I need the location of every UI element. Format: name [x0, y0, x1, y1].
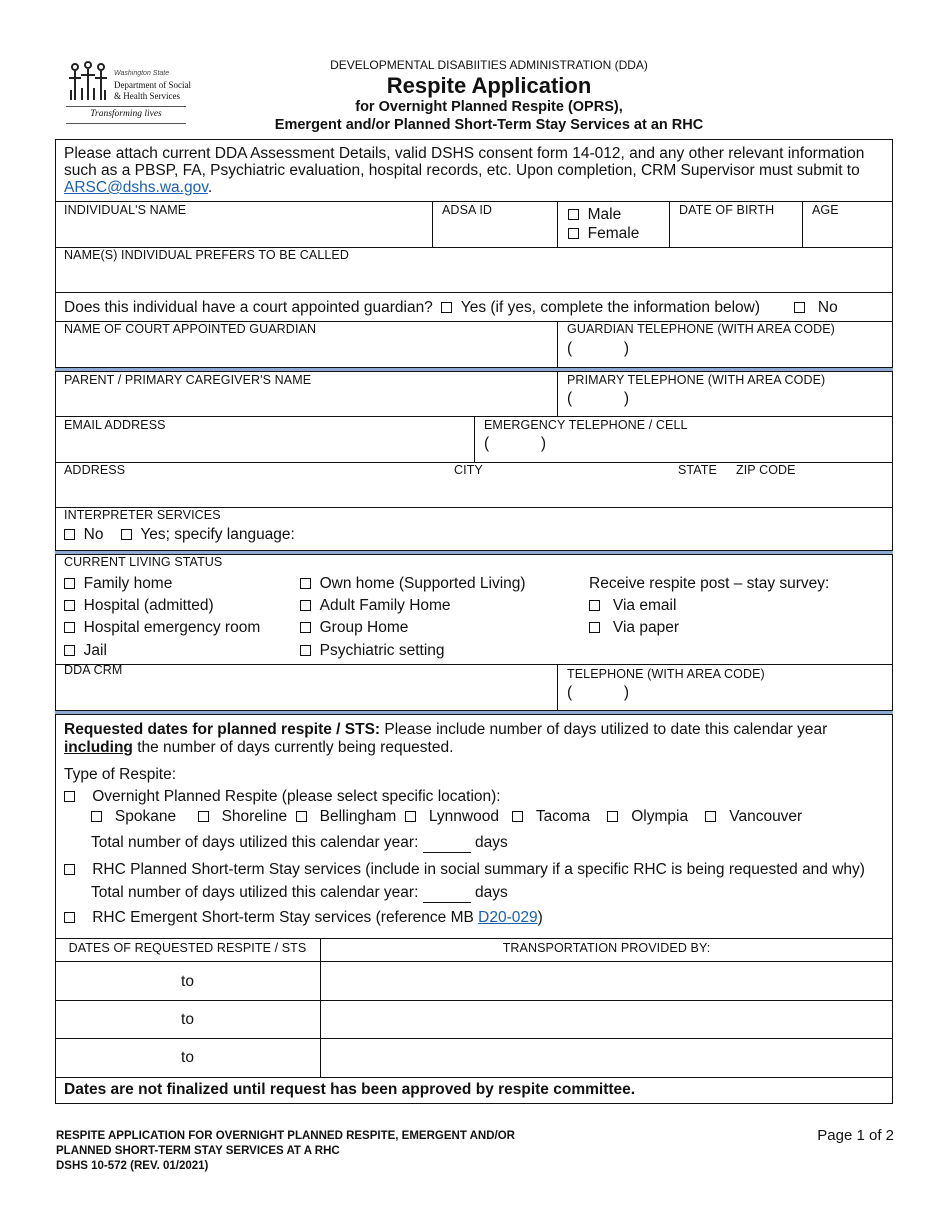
location-vancouver[interactable]: Vancouver	[705, 808, 802, 825]
living-adult-family-home[interactable]: Adult Family Home	[300, 597, 451, 615]
rhc-planned-checkbox[interactable]	[64, 864, 75, 875]
spokane-checkbox[interactable]	[91, 811, 102, 822]
transportation-field-3[interactable]	[324, 1041, 890, 1075]
dob-label: DATE OF BIRTH	[679, 203, 775, 217]
guardian-name-field[interactable]	[60, 338, 554, 364]
date-range-row-2[interactable]: to	[181, 1011, 194, 1028]
city-field[interactable]	[450, 478, 670, 504]
overnight-days-field[interactable]	[423, 834, 471, 853]
tacoma-checkbox[interactable]	[512, 811, 523, 822]
address-label: ADDRESS	[64, 463, 126, 477]
adsa-id-field[interactable]	[436, 218, 554, 244]
living-psychiatric-checkbox[interactable]	[300, 645, 311, 656]
living-own-home-checkbox[interactable]	[300, 578, 311, 589]
page-number: Page 1 of 2	[817, 1127, 894, 1144]
zip-label: ZIP CODE	[736, 463, 796, 477]
living-jail-checkbox[interactable]	[64, 645, 75, 656]
location-tacoma[interactable]: Tacoma	[512, 808, 590, 825]
guardian-no-option[interactable]: No	[794, 299, 838, 317]
living-own-home[interactable]: Own home (Supported Living)	[300, 575, 526, 593]
guardian-name-label: NAME OF COURT APPOINTED GUARDIAN	[64, 322, 317, 336]
requested-intro-1: Requested dates for planned respite / STS: Please include number of days utilized to date this calendar year	[64, 721, 828, 738]
crm-field[interactable]	[60, 680, 554, 706]
city-label: CITY	[454, 463, 483, 477]
interpreter-no-checkbox[interactable]	[64, 529, 75, 540]
caregiver-name-label: PARENT / PRIMARY CAREGIVER'S NAME	[64, 373, 312, 387]
lynnwood-checkbox[interactable]	[405, 811, 416, 822]
rhc-emergent-checkbox[interactable]	[64, 912, 75, 923]
overnight-days-line: Total number of days utilized this calendar year: days	[91, 834, 508, 851]
dates-column-header: DATES OF REQUESTED RESPITE / STS	[68, 941, 307, 955]
vancouver-checkbox[interactable]	[705, 811, 716, 822]
arsc-email-link[interactable]: ARSC@dshs.wa.gov	[64, 179, 208, 196]
guardian-question: Does this individual have a court appointed guardian? Yes (if yes, complete the information below)	[64, 299, 761, 316]
dob-field[interactable]	[673, 218, 799, 244]
living-family-home[interactable]: Family home	[64, 575, 172, 593]
interpreter-options: No Yes; specify language:	[64, 526, 295, 544]
location-options	[91, 808, 802, 826]
crm-phone-label: TELEPHONE (WITH AREA CODE)	[567, 667, 765, 681]
address-field[interactable]	[60, 478, 440, 504]
interpreter-yes-checkbox[interactable]	[121, 529, 132, 540]
individual-name-label: INDIVIDUAL'S NAME	[64, 203, 187, 217]
state-field[interactable]	[676, 478, 730, 504]
living-hospital-admitted-checkbox[interactable]	[64, 600, 75, 611]
shoreline-checkbox[interactable]	[198, 811, 209, 822]
form-subtitle-2: Emergent and/or Planned Short-Term Stay Services at an RHC	[274, 117, 704, 133]
living-hospital-er-checkbox[interactable]	[64, 622, 75, 633]
survey-via-email-checkbox[interactable]	[589, 600, 600, 611]
form-subtitle-1: for Overnight Planned Respite (OPRS),	[355, 99, 623, 115]
crm-phone-field[interactable]: ( )	[567, 684, 629, 701]
intro-line-3: ARSC@dshs.wa.gov.	[64, 179, 213, 196]
location-bellingham[interactable]: Bellingham	[296, 808, 397, 825]
mb-d20-029-link[interactable]: D20-029	[478, 909, 538, 926]
emergency-phone-field[interactable]: ( )	[484, 435, 546, 452]
date-range-row-1[interactable]: to	[181, 973, 194, 990]
primary-phone-field[interactable]: ( )	[567, 390, 629, 407]
age-field[interactable]	[806, 218, 890, 244]
age-label: AGE	[812, 203, 839, 217]
type-of-respite-label: Type of Respite:	[64, 766, 177, 783]
survey-via-paper-checkbox[interactable]	[589, 622, 600, 633]
location-spokane[interactable]: Spokane	[91, 808, 176, 825]
rhc-planned-option[interactable]: RHC Planned Short-term Stay services (include in social summary if a specific RHC is being requested and why)	[64, 861, 865, 879]
survey-via-paper[interactable]: Via paper	[589, 619, 679, 637]
state-label: STATE	[678, 463, 717, 477]
date-range-row-3[interactable]: to	[181, 1049, 194, 1066]
org-line: DEVELOPMENTAL DISABIITIES ADMINISTRATION (DDA)	[330, 58, 648, 72]
transportation-field-2[interactable]	[324, 1003, 890, 1037]
primary-phone-label: PRIMARY TELEPHONE (WITH AREA CODE)	[567, 373, 826, 387]
interpreter-label: INTERPRETER SERVICES	[64, 508, 221, 522]
intro-line-1: Please attach current DDA Assessment Details, valid DSHS consent form 14-012, and any other relevant information	[64, 145, 865, 162]
email-field[interactable]	[60, 433, 470, 459]
email-label: EMAIL ADDRESS	[64, 418, 166, 432]
individual-name-field[interactable]	[60, 218, 428, 244]
footer-form-number: DSHS 10-572 (REV. 01/2021)	[56, 1160, 209, 1172]
location-lynnwood[interactable]: Lynnwood	[405, 808, 499, 825]
living-family-home-checkbox[interactable]	[64, 578, 75, 589]
rhc-days-field[interactable]	[423, 884, 471, 903]
intro-line-2: such as a PBSP, FA, Psychiatric evaluation, hospital records, etc. Upon completion, CRM Supervisor must submit to	[64, 162, 860, 179]
guardian-phone-label: GUARDIAN TELEPHONE (WITH AREA CODE)	[567, 322, 835, 336]
living-hospital-er[interactable]: Hospital emergency room	[64, 619, 260, 637]
preferred-name-label: NAME(S) INDIVIDUAL PREFERS TO BE CALLED	[64, 248, 349, 262]
living-status-label: CURRENT LIVING STATUS	[64, 555, 223, 569]
female-option[interactable]: Female	[568, 225, 639, 243]
logo-state: Washington State	[114, 70, 170, 77]
transportation-column-header: TRANSPORTATION PROVIDED BY:	[502, 941, 711, 955]
crm-label: DDA CRM	[64, 663, 123, 677]
bellingham-checkbox[interactable]	[296, 811, 307, 822]
male-option[interactable]: Male	[568, 206, 621, 224]
logo-dept-2: & Health Services	[114, 91, 180, 101]
living-group-home[interactable]: Group Home	[300, 619, 408, 637]
female-checkbox[interactable]	[568, 228, 579, 239]
emergency-phone-label: EMERGENCY TELEPHONE / CELL	[484, 418, 688, 432]
location-shoreline[interactable]: Shoreline	[198, 808, 287, 825]
olympia-checkbox[interactable]	[607, 811, 618, 822]
interpreter-language-field[interactable]	[312, 524, 882, 546]
requested-intro-2: including the number of days currently being requested.	[64, 739, 454, 756]
living-hospital-admitted[interactable]: Hospital (admitted)	[64, 597, 214, 615]
transportation-field-1[interactable]	[324, 964, 890, 998]
dates-not-finalized-note: Dates are not finalized until request has been approved by respite committee.	[64, 1081, 636, 1098]
survey-via-email[interactable]: Via email	[589, 597, 676, 615]
living-adult-family-home-checkbox[interactable]	[300, 600, 311, 611]
preferred-name-field[interactable]	[60, 264, 888, 290]
overnight-option[interactable]: Overnight Planned Respite (please select specific location):	[64, 788, 501, 806]
location-olympia[interactable]: Olympia	[607, 808, 688, 825]
logo-dept-1: Department of Social	[114, 80, 191, 90]
rhc-emergent-option[interactable]: RHC Emergent Short-term Stay services (reference MB D20-029)	[64, 909, 543, 927]
zip-field[interactable]	[734, 478, 888, 504]
rhc-days-line: Total number of days utilized this calendar year: days	[91, 884, 508, 901]
guardian-no-checkbox[interactable]	[794, 302, 805, 313]
caregiver-name-field[interactable]	[60, 388, 554, 414]
male-checkbox[interactable]	[568, 209, 579, 220]
logo-tagline: Transforming lives	[90, 109, 162, 119]
guardian-yes-checkbox[interactable]	[441, 302, 452, 313]
living-group-home-checkbox[interactable]	[300, 622, 311, 633]
footer-form-title-2: PLANNED SHORT-TERM STAY SERVICES AT A RHC	[56, 1145, 340, 1157]
form-title: Respite Application	[386, 73, 592, 98]
survey-label: Receive respite post – stay survey:	[589, 575, 830, 592]
footer-form-title-1: RESPITE APPLICATION FOR OVERNIGHT PLANNED RESPITE, EMERGENT AND/OR	[56, 1130, 515, 1142]
overnight-checkbox[interactable]	[64, 791, 75, 802]
living-jail[interactable]: Jail	[64, 642, 107, 660]
adsa-id-label: ADSA ID	[442, 203, 493, 217]
guardian-phone-field[interactable]: ( )	[567, 340, 629, 357]
living-psychiatric[interactable]: Psychiatric setting	[300, 642, 445, 660]
